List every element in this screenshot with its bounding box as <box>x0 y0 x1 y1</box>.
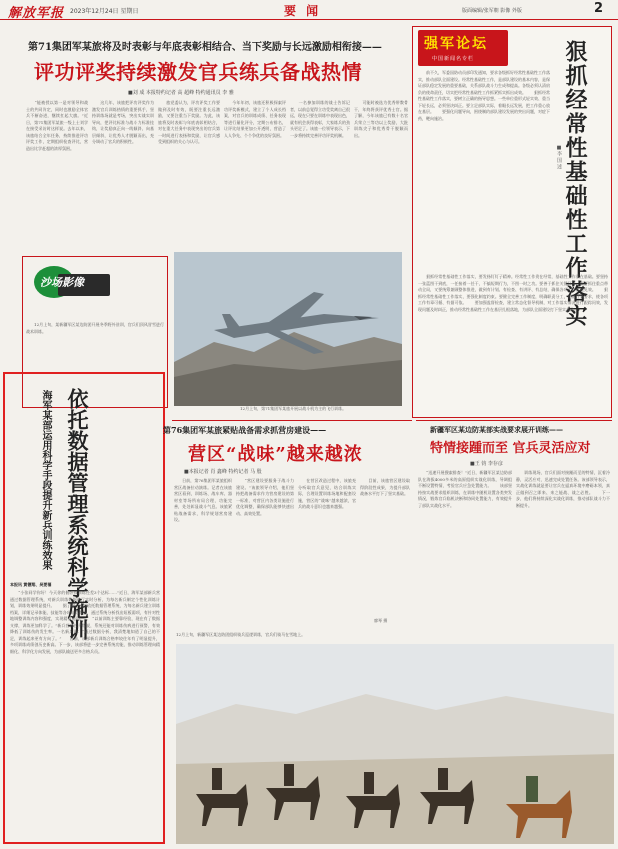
right-kicker: 新疆军区某边防某部实战要求展开训练—— <box>430 425 563 434</box>
feature-body: “小张同学你好！今天你的俯卧撑训练还差3个达标……”近日，海军某部新兵营通过数据管理系统，对新兵训练数据进行实时分析，为每名新兵制定个性化训练计划，训练效果明显提升。 据了解，该部依托数据管理系统，为每名新兵建立训练档案，详细记录体能、技能等各项训练数据，通过系统分析找出短板弱项，有针对性地调整训练内容和强度，实现精准施训。 “以前训练主要靠经验，现在有了数据支撑，训练更加科学了。”新兵营营长介绍说，系统还能对训练伤病进行预警，有效降低了训练伤的发生率。一名新兵说：“通过数据分析，我清楚地知道了自己的不足，训练起来更有方向了。” 目前，该部新兵训练合格率较往年有了明显提升，多项训练成绩创历史新高。下一步，该部将进一步完善系统功能，推动训练管理向精细化、科学化方向发展，为部队输送更多合格兵员。 <box>10 590 160 654</box>
jet-photo-caption: 12月上旬，第71集团军某旅开展以战斗机为主的飞行训练。 <box>240 406 347 411</box>
mid-rule <box>172 420 412 421</box>
mid-kicker: 第76集团军某旅紧贴战备需求抓营房建设—— <box>163 425 327 435</box>
lead-kicker: 第71集团军某旅将及时表彰与年底表彰相结合、当下奖励与长远激励相衔接—— <box>28 42 382 53</box>
editor-line: 版面编辑/张军朝 影像 外版 <box>462 8 522 14</box>
lead-byline: ■刘 成 本报特约记者 高 超峰 特约通讯员 李 雅 <box>128 90 234 96</box>
mid-body-col-2: “营区建设要服务于战斗力建设。”该旅领导介绍，他们坚持把战备需求作为营房建设的第一标准，对营区内各类设施进行优化调整，确保部队能够快速出动、高效处置。 <box>236 478 294 516</box>
right-headline[interactable]: 特情接踵而至 官兵灵活应对 <box>430 441 591 456</box>
lead-body-col-1: “能被授以第一是对领导和战士的共同肯定，同时也激励全体官兵不断奋进，继续扛起大旗。”近日，第71集团军某旅一级上士刘学在接受采访时这样说。去年以来，该旅结合全年任务，持续推进评功评奖工作，定期组织检查评比，营造出比学赶超的浓厚氛围。 <box>26 100 88 151</box>
logo-text: 沙场影像 <box>40 276 84 289</box>
editor-tag: 廖琴 摄 <box>374 618 388 623</box>
mid-byline: ■本报记者 肖 鑫峰 特约记者 马 殷 <box>184 469 262 475</box>
paper-name: 解放军报 <box>8 6 65 21</box>
lead-headline[interactable]: 评功评奖持续激发官兵练兵备战热情 <box>34 60 362 84</box>
right-body-col-2: 训练现场，官兵们面对接踵而至的特情，沉着冷静，灵活应对，迅速完成处置任务。该部领导表示，实战化训练就是要让官兵在逼真环境中磨砺本领，真正做到召之即来、来之能战、战之必胜。 下一步，他们将持续深化实战化训练，推动部队战斗力不断提升。 <box>516 470 610 508</box>
feature-headline[interactable]: 依托数据管理系统科学施训 <box>65 388 90 640</box>
feature-byline: 本报讯 黄德翔、吴要福 <box>10 582 52 587</box>
lead-body-col-6: 可能时被选为优秀带教骨干，年终将获评优秀士官。据了解，今年该旅已有数十名官兵荣立三等功以上奖励，大批训练尖子和优秀骨干脱颖而出。 <box>354 100 408 138</box>
lead-body-col-2: 这几年，该旅把评功评奖作为激发官兵训练热情的重要抓手，坚持训练场就是考场，突出实战实训导向，把评比标准与战斗力标准挂钩，让奖励真正向一线倾斜、向基层倾斜，让优秀人才脱颖而出，充分调动了官兵的积极性。 <box>92 100 154 144</box>
right-rule <box>416 420 612 421</box>
column-logo-title: 强军论坛 <box>424 36 488 52</box>
horse-photo-caption: 12月上旬，新疆军区某边防团组织骑兵巡逻训练，官兵们骑马在雪地上。 <box>176 632 306 637</box>
mid-body-col-1: 日前，第76集团军某旅组织营区战备拉动演练。记者在该旅营区看到，训练场、战车库、器材室等场所布局合理，功能完善，处处彰显战斗气息。该旅紧贴战备需求，科学规划营房建设。 <box>174 478 232 522</box>
right-byline: ■王 钧 李存彦 <box>470 461 503 467</box>
page-number: 2 <box>594 1 604 16</box>
section-name: 要 闻 <box>284 4 322 18</box>
mid-headline[interactable]: 营区“战味”越来越浓 <box>188 444 363 465</box>
lead-body-col-3: 旅党委认为，评功评奖工作要做到及时有效，既要注重长远激励，又要注重当下奖励。为此，该旅将及时表彰与年底表彰相结合，对在重大任务中表现突出的官兵第一时间进行表扬和奖励，让官兵感受到组织的关心与认可。 <box>158 100 220 144</box>
right-body-col-1: “迅速开展搜索排查！”近日，新疆军区某边防部队在海拔4000多米的高原组织实战化训练，导调组不断设置特情，考验官兵应急处置能力。 该部坚持按实战要求组织训练，在训练中随机设置各类突发情况，锻炼官兵临机决断和协同处置能力，有效提升了部队实战化水平。 <box>418 470 512 508</box>
mid-body-col-3: 在营区改造过程中，该旅充分听取官兵意见，结合训练实际，合理设置训练场地和配套设施，营区的“战味”越来越浓，官兵的战斗意识也越来越强。 <box>298 478 356 509</box>
commentary-headline[interactable]: 狠抓经常性基础性工作落实 <box>562 40 588 328</box>
fighter-jet-photo <box>174 252 402 406</box>
commentary-author: ■李 国 述 <box>556 145 562 170</box>
cavalry-patrol-photo <box>176 644 614 844</box>
mid-body-col-4: 目前，该旅营区建设取得阶段性成果，为提升部队战备水平打下了坚实基础。 <box>360 478 410 496</box>
feature-box-caption: 12月上旬，某新疆军区某边防团开展冬季野外驻训，官兵们顶风冒雪进行战术训练。 <box>26 322 164 334</box>
commentary-body-2: 狠抓经常性基础性工作落实，要发扬钉钉子精神。经常性工作贵在经常，基础性工作重在基础。要坚持一张蓝图干到底，一任接着一任干，不搞短期行为，不图一时之功。要善于抓住关键环节，既要抓住重点带动全局，又要统筹兼顾整体推进，做到有计划、有检查、有讲评、有总结，确保各项工作落地见效。 狠抓经常性基础性工作落实，要强化制度约束。要健全完善工作制度，明确职责分工，细化任务要求，使各项工作有章可循、有据可依。 要加强监督检查，建立常态化督导机制，对工作落实情况进行跟踪问效，发现问题及时纠正，推动经常性基础性工作在基层扎根落地，为部队全面建设打下坚实基础。 <box>418 274 608 312</box>
feature-subheadline: 海军某部运用科学手段提升新兵训练效果 <box>40 390 51 570</box>
lead-body-col-5: 一名参加训练的战士告诉记者，以前总觉得立功受奖离自己很远，现在只要在训练中表现出色，就有机会获得表彰，大家练兵的劲头更足了。该旅一位领导表示，下一步将持续完善评功评奖机制。 <box>290 100 350 138</box>
issue-date: 2023年12月24日 星期日 <box>70 8 139 15</box>
commentary-body-1: 前不久，军委国防动员部印发通知，要求各级抓好经常性基础性工作落实，推动部队全面建设。经常性基础性工作，是部队建设的基本内容，是保证部队稳定发展的重要基础，关系部队战斗力生成和提高。各级必须认清肩负的使命责任，切实把经常性基础性工作抓紧抓实抓出成效。 狠抓经常性基础性工作落实，要树立正确的指导思想。一些单位重形式轻实效、重当下轻长远，必须坚决纠正。要立足部队实际，着眼长远发展，把工作重心放在基层。 要强化问题导向，围绕制约部队建设发展的突出问题，对症下药，靶向施治。 <box>418 70 550 121</box>
column-logo-subtitle: 中国新闻名专栏 <box>432 56 475 62</box>
lead-body-col-4: 今年年初，该旅还积极探索评功评奖新模式，建立了个人成长档案，对官兵的训练成绩、任务表现等进行量化评分，定期公布排名，让评比结果更加公开透明，营造了人人争先、个个争优的良好氛围。 <box>224 100 286 138</box>
shachang-yingxiang-logo <box>32 264 112 302</box>
